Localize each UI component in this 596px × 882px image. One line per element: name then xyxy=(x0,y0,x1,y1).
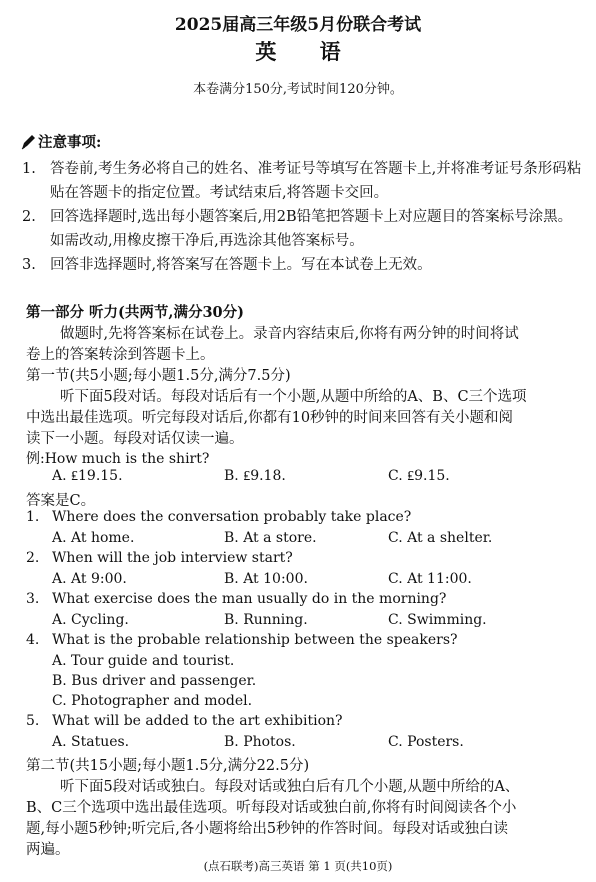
pen-icon xyxy=(20,134,36,150)
option: C. Photographer and model. xyxy=(52,693,253,709)
section2-instruction: B、C三个选项中选出最佳选项。听每段对话或独白前,你将有时间阅读各个小 xyxy=(26,800,517,816)
option: A. Statues. xyxy=(52,734,130,750)
example-option: A. ₤19.15. xyxy=(52,468,123,484)
section2-instruction: 题,每小题5秒钟;听完后,各小题将给出5秒钟的作答时间。每段对话或独白读 xyxy=(26,821,509,837)
option: B. At 10:00. xyxy=(224,571,308,587)
section1-instruction: 听下面5段对话。每段对话后有一个小题,从题中所给的A、B、C三个选项 xyxy=(60,389,527,405)
option: B. At a store. xyxy=(224,530,317,546)
exam-info: 本卷满分150分,考试时间120分钟。 xyxy=(193,82,403,97)
question-text: What is the probable relationship between the speakers? xyxy=(52,632,458,648)
section1-instruction: 读下一小题。每段对话仅读一遍。 xyxy=(26,431,244,447)
notice-num: 3. xyxy=(22,257,36,273)
notice-heading-text: 注意事项: xyxy=(38,134,102,151)
page-footer: (点石联考)高三英语 第 1 页(共10页) xyxy=(203,859,393,873)
subject-title: 英 语 xyxy=(255,39,359,64)
example-answer: 答案是C。 xyxy=(26,493,96,509)
option: A. Tour guide and tourist. xyxy=(52,653,235,669)
question-number: 3. xyxy=(26,591,40,607)
question-number: 5. xyxy=(26,713,40,729)
notice-num: 1. xyxy=(22,161,36,177)
question-text: Where does the conversation probably take place? xyxy=(52,509,412,525)
example-question: 例:How much is the shirt? xyxy=(26,451,210,467)
notice-text: 答卷前,考生务必将自己的姓名、准考证号等填写在答题卡上,并将准考证号条形码粘贴在答题卡的指定位置。考试结束后,将答题卡交回。 xyxy=(50,161,582,201)
option: C. At 11:00. xyxy=(388,571,472,587)
option: B. Bus driver and passenger. xyxy=(52,673,257,689)
option: A. At home. xyxy=(52,530,135,546)
notice-item xyxy=(22,157,582,205)
question-text: What will be added to the art exhibition? xyxy=(52,713,343,729)
part1-heading: 第一部分 听力(共两节,满分30分) xyxy=(26,304,244,321)
question-number: 1. xyxy=(26,509,40,525)
example-option: C. ₤9.15. xyxy=(388,468,450,484)
notice-num: 2. xyxy=(22,209,36,225)
notice-item xyxy=(22,205,582,253)
section1-instruction: 中选出最佳选项。听完每段对话后,你都有10秒钟的时间来回答有关小题和阅 xyxy=(26,410,514,426)
exam-title: 2025届高三年级5月份联合考试 xyxy=(174,15,422,35)
notice-text: 回答非选择题时,将答案写在答题卡上。写在本试卷上无效。 xyxy=(50,257,432,273)
question-number: 4. xyxy=(26,632,40,648)
part1-instruction: 做题时,先将答案标在试卷上。录音内容结束后,你将有两分钟的时间将试 xyxy=(60,326,519,342)
option: A. At 9:00. xyxy=(52,571,127,587)
notice-heading xyxy=(20,131,101,152)
notice-text: 回答选择题时,选出每小题答案后,用2B铅笔把答题卡上对应题目的答案标号涂黑。如需改动,用橡皮擦干净后,再选涂其他答案标号。 xyxy=(50,209,573,249)
option: A. Cycling. xyxy=(52,612,129,628)
notice-item xyxy=(22,253,582,277)
section2-instruction: 两遍。 xyxy=(26,842,70,858)
section2-heading: 第二节(共15小题;每小题1.5分,满分22.5分) xyxy=(26,758,310,774)
question-text: What exercise does the man usually do in the morning? xyxy=(52,591,447,607)
question-text: When will the job interview start? xyxy=(52,550,293,566)
option: C. Swimming. xyxy=(388,612,487,628)
option: B. Running. xyxy=(224,612,308,628)
option: C. Posters. xyxy=(388,734,464,750)
section2-instruction: 听下面5段对话或独白。每段对话或独白后有几个小题,从题中所给的A、 xyxy=(60,779,520,795)
option: B. Photos. xyxy=(224,734,296,750)
section1-heading: 第一节(共5小题;每小题1.5分,满分7.5分) xyxy=(26,368,291,384)
example-option: B. ₤9.18. xyxy=(224,468,286,484)
part1-instruction: 卷上的答案转涂到答题卡上。 xyxy=(26,347,215,363)
question-number: 2. xyxy=(26,550,40,566)
option: C. At a shelter. xyxy=(388,530,493,546)
